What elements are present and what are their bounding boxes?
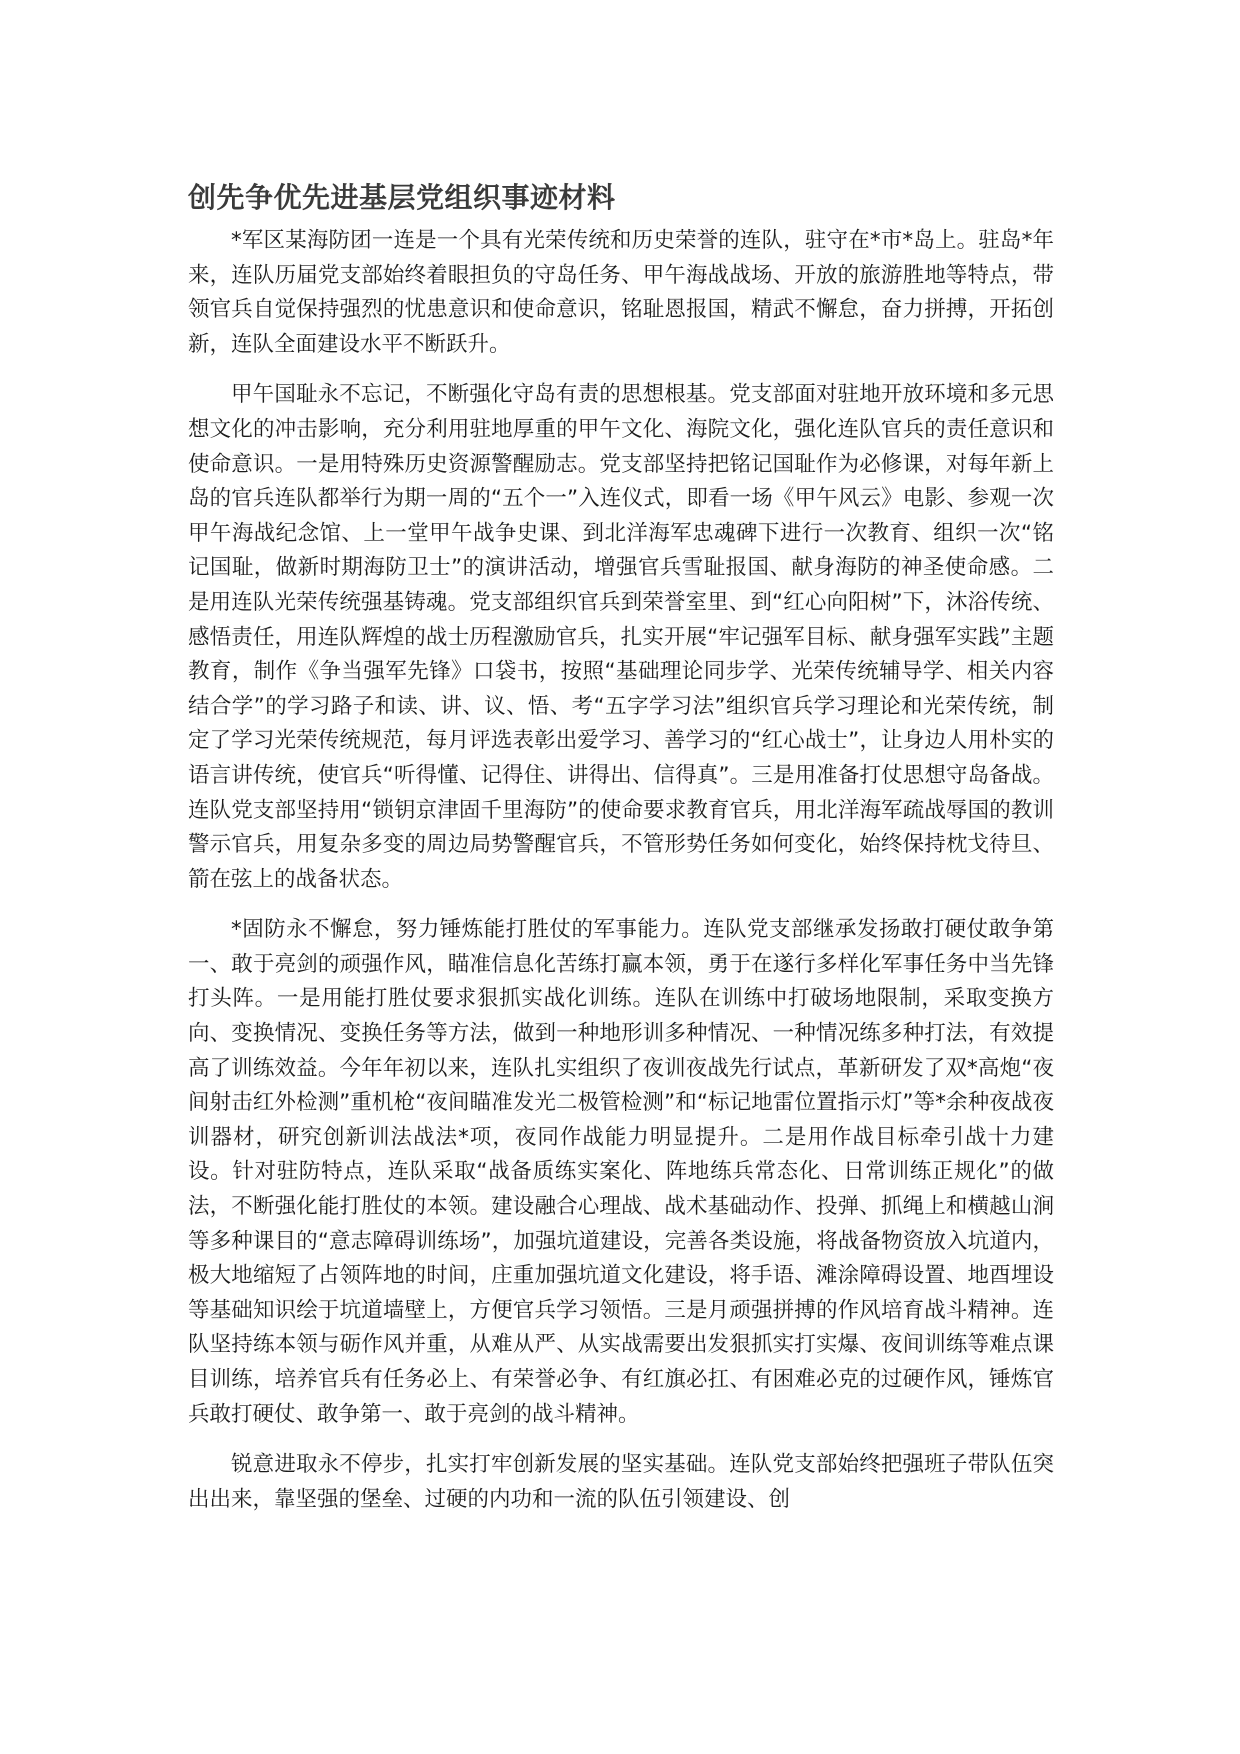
- document-page: [188, 178, 1054, 1533]
- paragraph-ideology: 甲午国耻永不忘记，不断强化守岛有责的思想根基。党支部面对驻地开放环境和多元思想文化的冲击影响，充分利用驻地厚重的甲午文化、海院文化，强化连队官兵的责任意识和使命意识。一是用特殊历史资源警醒励志。党支部坚持把铭记国耻作为必修课，对每年新上岛的官兵连队都举行为期一周的“五个一”入连仪式，即看一场《甲午风云》电影、参观一次甲午海战纪念馆、上一堂甲午战争史课、到北洋海军忠魂碑下进行一次教育、组织一次“铭记国耻，做新时期海防卫士”的演讲活动，增强官兵雪耻报国、献身海防的神圣使命感。二是用连队光荣传统强基铸魂。党支部组织官兵到荣誉室里、到“红心向阳树”下，沐浴传统、感悟责任，用连队辉煌的战士历程激励官兵，扎实开展“牢记强军目标、献身强军实践”主题教育，制作《争当强军先锋》口袋书，按照“基础理论同步学、光荣传统辅导学、相关内容结合学”的学习路子和读、讲、议、悟、考“五字学习法”组织官兵学习理论和光荣传统，制定了学习光荣传统规范，每月评选表彰出爱学习、善学习的“红心战士”，让身边人用朴实的语言讲传统，使官兵“听得懂、记得住、讲得出、信得真”。三是用准备打仗思想守岛备战。连队党支部坚持用“锁钥京津固千里海防”的使命要求教育官兵，用北洋海军疏战辱国的教训警示官兵，用复杂多变的周边局势警醒官兵，不管形势任务如何变化，始终保持枕戈待旦、箭在弦上的战备状态。: [188, 382, 1054, 892]
- document-title: 创先争优先进基层党组织事迹材料: [188, 181, 616, 214]
- paragraph-military-capability: *固防永不懈怠，努力锤炼能打胜仗的军事能力。连队党支部继承发扬敢打硬仗敢争第一、敢于亮剑的顽强作风，瞄准信息化苦练打赢本领，勇于在遂行多样化军事任务中当先锋打头阵。一是用能打胜仗要求狠抓实战化训练。连队在训练中打破场地限制，采取变换方向、变换情况、变换任务等方法，做到一种地形训多种情况、一种情况练多种打法，有效提高了训练效益。今年年初以来，连队扎实组织了夜训夜战先行试点，革新研发了双*高炮“夜间射击红外检测”重机枪“夜间瞄准发光二极管检测”和“标记地雷位置指示灯”等*余种夜战夜训器材，研究创新训法战法*项，夜同作战能力明显提升。二是用作战目标牵引战十力建设。针对驻防特点，连队采取“战备质练实案化、阵地练兵常态化、日常训练正规化”的做法，不断强化能打胜仗的本领。建设融合心理战、战术基础动作、投弹、抓绳上和横越山涧等多种课目的“意志障碍训练场”，加强坑道建设，完善各类设施，将战备物资放入坑道内，极大地缩短了占领阵地的时间，庄重加强坑道文化建设，将手语、滩涂障碍设置、地酉埋设等基础知识绘于坑道墙壁上，方便官兵学习领悟。三是月顽强拼搏的作风培育战斗精神。连队坚持练本领与砺作风并重，从难从严、从实战需要出发狠抓实打实爆、夜间训练等难点课目训练，培养官兵有任务必上、有荣誉必争、有红旗必扛、有困难必克的过硬作风，锤炼官兵敢打硬仗、敢争第一、敢于亮剑的战斗精神。: [188, 917, 1054, 1427]
- paragraph-innovation: 锐意进取永不停步，扎实打牢创新发展的坚实基础。连队党支部始终把强班子带队伍突出出来，靠坚强的堡垒、过硬的内功和一流的队伍引领建设、创: [188, 1452, 1054, 1512]
- paragraph-intro: *军区某海防团一连是一个具有光荣传统和历史荣誉的连队，驻守在*市*岛上。驻岛*年来，连队历届党支部始终着眼担负的守岛任务、甲午海战战场、开放的旅游胜地等特点，带领官兵自觉保持强烈的忧患意识和使命意识，铭耻恩报国，精武不懈怠，奋力拼搏，开拓创新，连队全面建设水平不断跃升。: [188, 228, 1054, 357]
